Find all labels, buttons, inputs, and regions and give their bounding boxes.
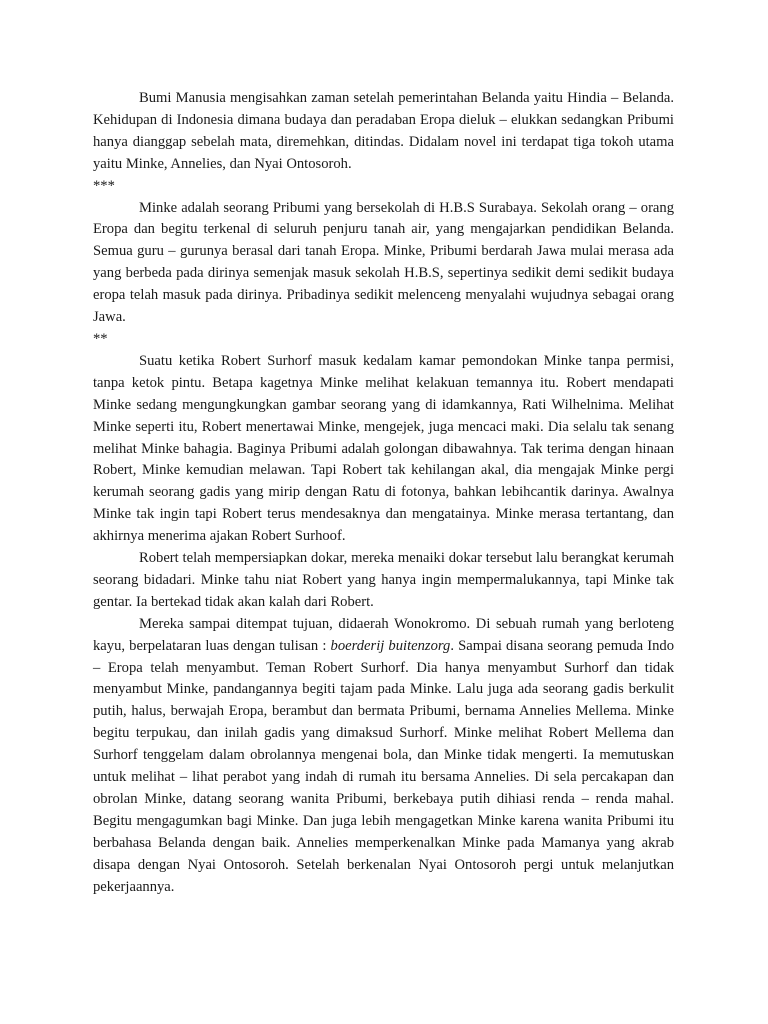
paragraph-minke: Minke adalah seorang Pribumi yang bersekolah di H.B.S Surabaya. Sekolah orang – orang Eropa dan begitu terkenal di seluruh penjuru tanah air, yang mengajarkan pendidikan Belanda. Semua guru – gurunya berasal dari tanah Eropa. Minke, Pribumi berdarah Jawa mulai merasa ada yang berbeda pada dirinya semenjak masuk sekolah H.B.S, sepertinya sedikit demi sedikit budaya eropa telah masuk pada dirinya. Pribadinya sedikit melenceng menyalahi wujudnya sebagai orang Jawa. bbox=[93, 199, 674, 326]
paragraph-dokar: Robert telah mempersiapkan dokar, mereka menaiki dokar tersebut lalu berangkat kerumah seorang bidadari. Minke tahu niat Robert yang hanya ingin mempermalukannya, tapi Minke tak gentar. Ia bertekad tidak akan kalah dari Robert. bbox=[93, 550, 674, 610]
document-page bbox=[93, 88, 674, 899]
paragraph-wonokromo bbox=[93, 614, 674, 899]
section-separator: *** bbox=[93, 177, 115, 194]
paragraph-robert-surhorf: Suatu ketika Robert Surhorf masuk kedalam kamar pemondokan Minke tanpa permisi, tanpa ketok pintu. Betapa kagetnya Minke melihat kelakuan temannya itu. Robert mendapati Minke sedang mengungkungkan gambar seorang yang di idamkannya, Rati Wilhelnima. Melihat Minke seperti itu, Robert menertawai Minke, mengejek, juga mencaci maki. Dia selalu tak senang melihat Minke bahagia. Baginya Pribumi adalah golongan dibawahnya. Tak terima dengan hinaan Robert, Minke kemudian melawan. Tapi Robert tak kehilangan akal, dia mengajak Minke pergi kerumah seorang gadis yang mirip dengan Ratu di fotonya, bahkan lebihcantik darinya. Awalnya Minke tak ingin tapi Robert terus mendesaknya dan mengatainya. Minke merasa tertantang, dan akhirnya menerima ajakan Robert Surhoof. bbox=[93, 352, 674, 545]
section-separator: ** bbox=[93, 330, 108, 347]
paragraph-text: . Sampai disana seorang pemuda Indo – Eropa telah menyambut. Teman Robert Surhorf. Dia hanya menyambut Surhorf dan tidak menyambut Minke, pandangannya begiti tajam pada Minke. Lalu juga ada seorang gadis berkulit putih, halus, berwajah Eropa, berambut dan bermata Pribumi, bernama Annelies Mellema. Minke begitu terpukau, dan inilah gadis yang dimaksud Surhorf. Minke melihat Robert Mellema dan Surhorf tenggelam dalam obrolannya mengenai bola, dan Minke tidak mengerti. Ia memutuskan untuk melihat – lihat perabot yang indah di rumah itu bersama Annelies. Di sela percakapan dan obrolan Minke, datang seorang wanita Pribumi, berkebaya putih dihiasi renda – renda mahal. Begitu mengagumkan bagi Minke. Dan juga lebih mengagetkan Minke karena wanita Pribumi itu berbahasa Belanda dengan baik. Annelies memperkenalkan Minke pada Mamanya yang akrab disapa dengan Nyai Ontosoroh. Setelah berkenalan Nyai Ontosoroh pergi untuk melanjutkan pekerjaannya. bbox=[93, 637, 675, 895]
italic-house-name: boerderij buitenzorg bbox=[330, 637, 451, 654]
paragraph-intro: Bumi Manusia mengisahkan zaman setelah pemerintahan Belanda yaitu Hindia – Belanda. Kehidupan di Indonesia dimana budaya dan peradaban Eropa dieluk – elukkan sedangkan Pribumi hanya dianggap sebelah mata, diremehkan, ditindas. Didalam novel ini terdapat tiga tokoh utama yaitu Minke, Annelies, dan Nyai Ontosoroh. bbox=[93, 90, 674, 172]
paragraph-text: Mereka sampai ditempat tujuan, didaerah Wonokromo. Di sebuah rumah yang berloteng kayu, berpelataran luas dengan tulisan : bbox=[93, 615, 674, 654]
